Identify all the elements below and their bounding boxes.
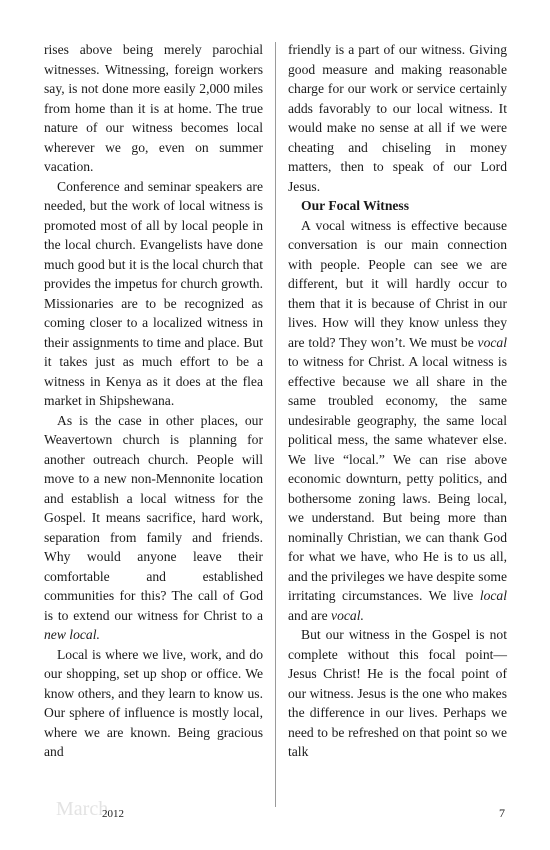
paragraph-friendly: friendly is a part of our witness. Giving good measure and making reasonable charge for our work or service certainly adds favorably to our local witness. It would make no sense at all if we were cheating and chiseling in money matters, then to speak of our Lord Jesus. <box>288 42 507 194</box>
paragraph-text: and are <box>288 607 332 623</box>
paragraph-focal-point: But our witness in the Gospel is not complete without this focal point—Jesus Christ! He is the focal point of our witness. Jesus is the one who makes the difference in our lives. Perhaps we need to be refreshed on that point so we talk <box>288 627 507 759</box>
paragraph-continued: rises above being merely parochial witnesses. Witnessing, foreign workers say, is not done more easily 2,000 miles from home than it is at home. The true nature of our witness becomes local wherever we go, even on summer vacation. <box>44 42 263 174</box>
emphasis-new-local: new local. <box>44 627 100 642</box>
emphasis-vocal: vocal <box>477 334 507 350</box>
paragraph-local-is: Local is where we live, work, and do our shopping, set up shop or office. We know others, and they learn to know us. Our sphere of influence is mostly local, where we are known. Being gracious and <box>44 646 263 759</box>
paragraph-weavertown <box>44 411 263 645</box>
page-number: 7 <box>499 806 505 820</box>
section-heading: Our Focal Witness <box>301 198 410 213</box>
paragraph-text: A vocal witness is effective because conversation is our main connection with people. People can see we are different, but it will hardly occur to them that it is because of Christ in our lives. How will they know unless they are told? They won’t. We must be <box>288 217 507 350</box>
emphasis-vocal-end: vocal. <box>331 607 364 623</box>
footer-month: March <box>56 798 109 820</box>
left-column <box>44 40 263 762</box>
paragraph-text: As is the case in other places, our Weavertown church is planning for another outreach church. People will move to a new non-Mennonite location and establish a local witness for the Gospel. It means sacrifice, hard work, separation from family and friends. Why would anyone leave their comfortable and established communities for this? The call of God is to extend our witness for Christ to a <box>44 412 263 623</box>
paragraph-text: to witness for Christ. A local witness is effective because we all share in the same troubled economy, the same undesirable geography, the same local political mess, the same whatever else. We live “local.” We can rise above economic downturn, petty politics, and bothersome zoning laws. Being local, we understand. But being more than nominally Christian, we can thank God for what we have, who He is to us all, and the privileges we have despite some irritating circumstances. We live <box>288 354 507 603</box>
right-column <box>288 40 507 762</box>
paragraph-vocal-witness <box>288 216 507 626</box>
paragraph-conference-speakers: Conference and seminar speakers are needed, but the work of local witness is promoted most of all by local people in the local church. Evangelists have done much good but it is the local church that provides the impetus for church growth. Missionaries are to be recognized as coming closer to a localized witness in their assignments to time and place. But it takes just as much effort to be a witness in Kenya as it does at the flea market in Shipshewana. <box>44 178 263 408</box>
emphasis-local: local <box>479 588 507 603</box>
column-divider <box>275 42 276 807</box>
footer-year: 2012 <box>102 808 124 820</box>
